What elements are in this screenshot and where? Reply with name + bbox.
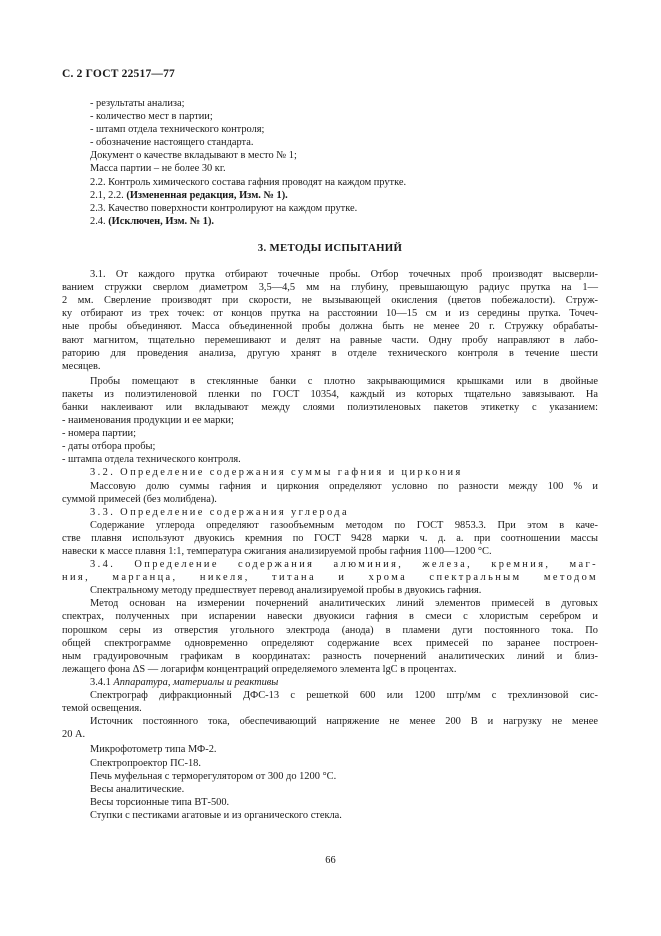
paragraph-line: ные пробы объединяют. Масса объединенной пробы должна быть не менее 20 г. Стружку обрабаты- bbox=[62, 321, 598, 333]
paragraph-line: Содержание углерода определяют газообъемным методом по ГОСТ 9853.3. При этом в каче- bbox=[90, 519, 598, 531]
paragraph-line: суммой примесей (без молибдена). bbox=[62, 493, 217, 505]
paragraph-line: пакеты из полиэтиленовой пленки по ГОСТ 10354, каждый из которых тщательно завязывают. На bbox=[62, 388, 598, 400]
paragraph-line: раторию для проведения анализа, другую хранят в отделе технического контроля в течение шести bbox=[62, 347, 598, 359]
list-item: - штампа отдела технического контроля. bbox=[62, 454, 241, 466]
paragraph-line: месяцев. bbox=[62, 360, 101, 372]
list-item: - результаты анализа; bbox=[90, 98, 185, 109]
paragraph-line: Метод основан на измерении почернений аналитических линий элементов примесей в дуговых bbox=[90, 598, 598, 610]
equipment-item: Ступки с пестиками агатовые и из органического стекла. bbox=[90, 809, 342, 821]
paragraph-line: общей спектрограмме одновременно определяют содержание всех примесей по заранее построен- bbox=[62, 637, 598, 649]
subsection-title-3-4-1 bbox=[62, 676, 598, 689]
page-content bbox=[62, 97, 598, 822]
paragraph-line: лежащего фона ΔS — логарифм концентраций определяемого элемента lgC в процентах. bbox=[62, 663, 457, 675]
paragraph-line: Пробы помещают в стеклянные банки с плотно закрывающимися крышками или в двойные bbox=[90, 375, 598, 387]
equipment-item: Весы торсионные типа ВТ-500. bbox=[90, 796, 230, 808]
list-item: - наименования продукции и ее марки; bbox=[62, 415, 234, 427]
list-item: - штамп отдела технического контроля; bbox=[90, 124, 265, 136]
equipment-item: Весы аналитические. bbox=[90, 783, 185, 795]
paragraph-line: ку отбирают из трех точек: от концов прутка на расстоянии 10—15 см и из середины прутка. Точеч- bbox=[62, 308, 598, 320]
subsection-title-3-2: 3.2. Определение содержания суммы гафния и циркония bbox=[90, 467, 463, 479]
list-item: - количество мест в партии; bbox=[90, 111, 213, 123]
amendment-text: (Измененная редакция, Изм. № 1). bbox=[126, 189, 288, 201]
paragraph-line: ванием стружки сверлом диаметром 3,5—4,5 мм на глубину, превышающую радиус прутка на 1— bbox=[62, 282, 598, 294]
paragraph-line: порошком серы из отверстия угольного электрода (анода) в пламени дуги постоянного тока. По bbox=[62, 624, 598, 636]
paragraph-line: стве плавня используют двуокись кремния по ГОСТ 9428 марки ч. д. а. при соотношении массы bbox=[62, 532, 598, 544]
page-number: 66 bbox=[325, 855, 336, 866]
paragraph-line: темой освещения. bbox=[62, 703, 142, 715]
list-item: - даты отбора пробы; bbox=[62, 441, 156, 453]
paragraph-line: Массовую долю суммы гафния и циркония определяют условно по разности между 100 % и bbox=[90, 480, 598, 492]
clause-number: 2.4. bbox=[90, 215, 109, 227]
text-line: Документ о качестве вкладывают в место № 1; bbox=[90, 150, 297, 162]
subsection-title-3-4: 3.4. Определение содержания алюминия, железа, кремния, маг- bbox=[90, 559, 598, 571]
equipment-item: Печь муфельная с терморегулятором от 300 до 1200 °С. bbox=[90, 770, 337, 782]
clause-number: 2.1, 2.2. bbox=[90, 189, 127, 201]
list-item: - номера партии; bbox=[62, 428, 136, 440]
equipment-item: Спектропроектор ПС-18. bbox=[90, 757, 201, 769]
paragraph-line: Источник постоянного тока, обеспечивающий напряжение не менее 200 В и нагрузку не менее bbox=[90, 716, 598, 728]
section-title: 3. МЕТОДЫ ИСПЫТАНИЙ bbox=[257, 241, 403, 254]
paragraph-line: банки наклеивают или вкладывают между слоями полиэтиленовых пакетов этикетку с указанием: bbox=[62, 401, 598, 413]
list-item: - обозначение настоящего стандарта. bbox=[90, 137, 254, 149]
page-header: С. 2 ГОСТ 22517—77 bbox=[62, 68, 175, 80]
paragraph-line: 20 А. bbox=[62, 729, 86, 741]
paragraph-line: ным градуировочным графикам в координатах: разность почернений аналитических линий и близ- bbox=[62, 650, 598, 662]
amendment-text: (Исключен, Изм. № 1). bbox=[108, 215, 215, 227]
paragraph-line: 3.1. От каждого прутка отбирают точечные пробы. Отбор точечных проб производят высверли- bbox=[90, 269, 598, 281]
subsection-title-3-3: 3.3. Определение содержания углерода bbox=[90, 506, 349, 518]
subsection-italic-title: Аппаратура, материалы и реактивы bbox=[113, 676, 279, 688]
clause-number: 3.4.1 bbox=[90, 676, 114, 688]
text-line: Масса партии – не более 30 кг. bbox=[90, 163, 226, 175]
text-line: 2.2. Контроль химического состава гафния проводят на каждом прутке. bbox=[90, 176, 407, 188]
text-line: 2.3. Качество поверхности контролируют на каждом прутке. bbox=[90, 202, 358, 214]
subsection-title-3-4-cont: ния, марганца, никеля, титана и хрома спектральным методом bbox=[62, 572, 598, 584]
amendment-note-2-4 bbox=[62, 215, 598, 228]
paragraph-line: 2 мм. Сверление производят при скорости, не вызывающей окисления (цветов побежалости). Струж- bbox=[62, 295, 598, 307]
amendment-note-2-1 bbox=[62, 189, 598, 202]
paragraph-line: Спектральному методу предшествует перевод анализируемой пробы в двуокись гафния. bbox=[90, 585, 482, 597]
equipment-item: Микрофотометр типа МФ-2. bbox=[90, 744, 217, 756]
paragraph-line: спектрах, полученных при испарении навески двуокиси гафния в смеси с хлористым серебром и bbox=[62, 611, 598, 623]
paragraph-line: навески к массе плавня 1:1, температура сжигания анализируемой пробы гафния 1100—1200 °С. bbox=[62, 546, 492, 557]
paragraph-line: Спектрограф дифракционный ДФС-13 с решеткой 600 или 1200 штр/мм с трехлинзовой сис- bbox=[90, 690, 598, 702]
paragraph-line: вают магнитом, тщательно перемешивают и делят на равные части. Одну пробу направляют в лабо- bbox=[62, 334, 598, 346]
